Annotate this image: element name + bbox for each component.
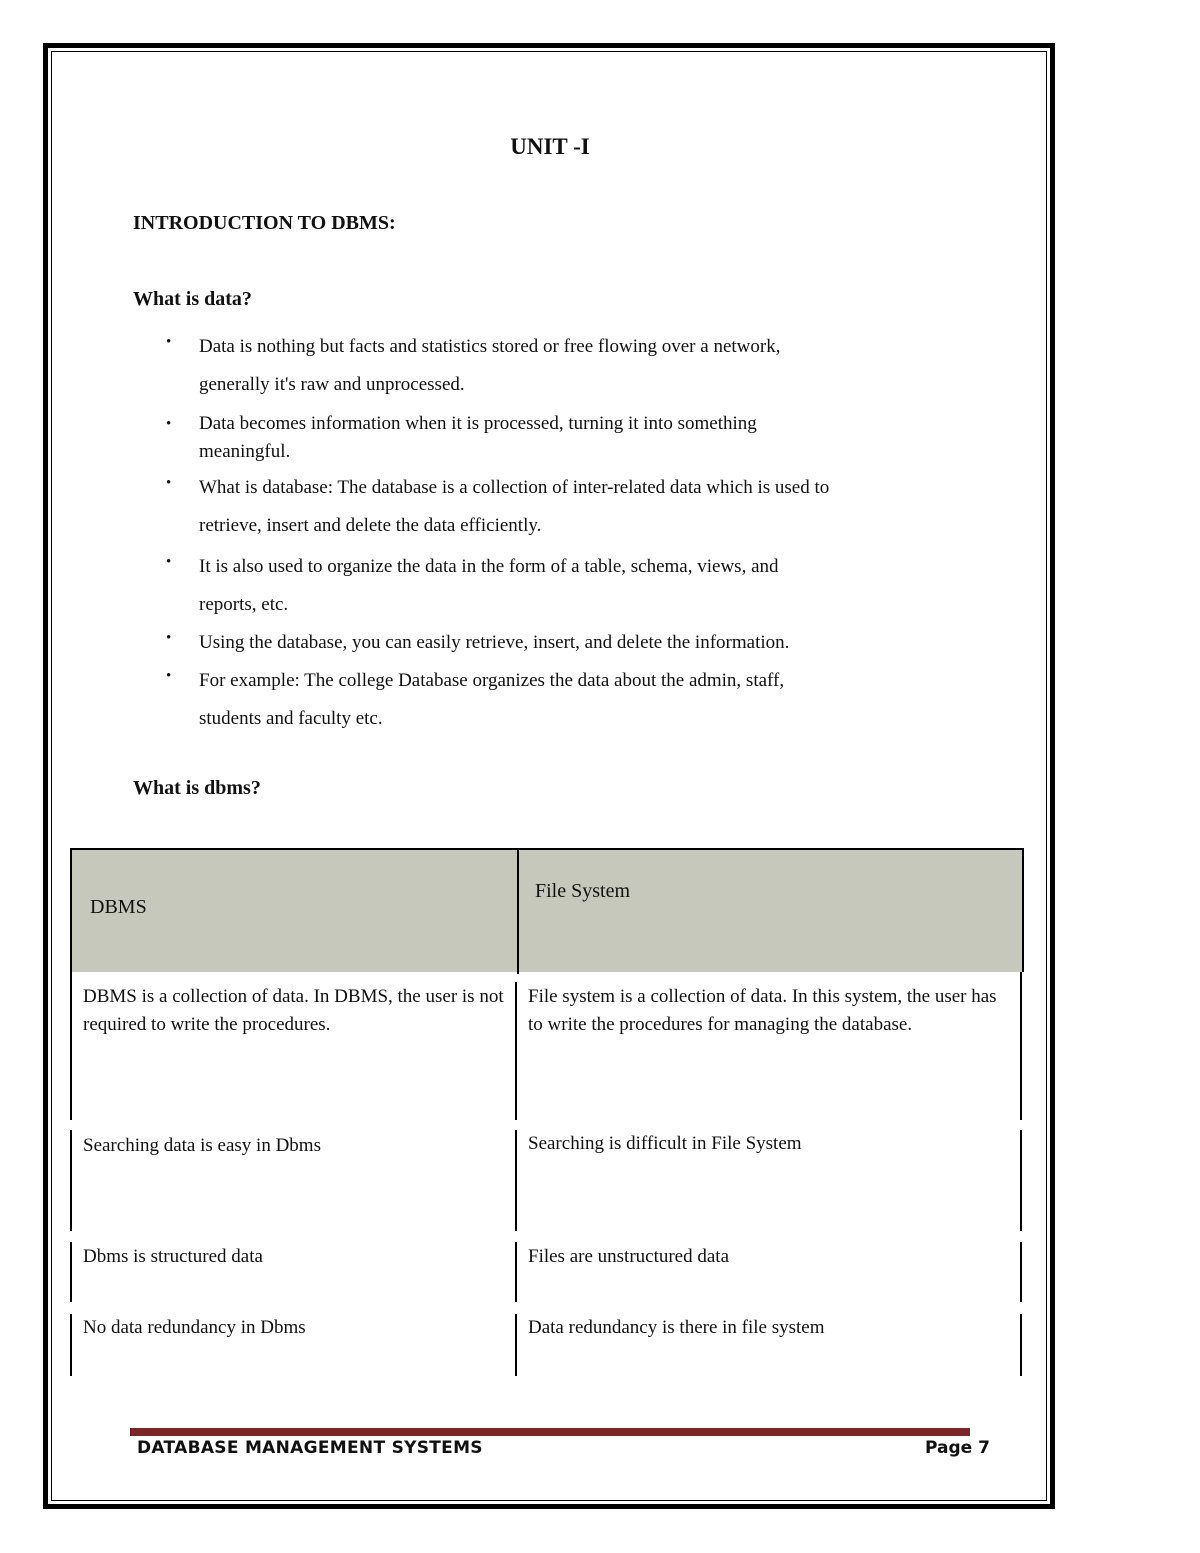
bullet-icon: • bbox=[166, 554, 172, 570]
list-item bbox=[160, 548, 920, 624]
table-border-right bbox=[1020, 1314, 1022, 1376]
table-cell: Searching is difficult in File System bbox=[528, 1133, 802, 1154]
table-cell: Data redundancy is there in file system bbox=[528, 1317, 825, 1338]
table-border-left bbox=[70, 1242, 72, 1302]
column-divider bbox=[517, 850, 519, 974]
bullet-text-line: For example: The college Database organizes the data about the admin, staff, bbox=[199, 670, 785, 691]
page-border-inner bbox=[51, 51, 1047, 1501]
table-cell: DBMS is a collection of data. In DBMS, the user is not required to write the procedures. bbox=[83, 986, 504, 1035]
bullet-icon: • bbox=[166, 475, 172, 491]
data-bullet-list bbox=[160, 328, 920, 738]
bullet-icon: • bbox=[166, 668, 172, 684]
table-cell: Searching data is easy in Dbms bbox=[83, 1135, 321, 1156]
bullet-text-line: students and faculty etc. bbox=[199, 708, 383, 729]
bullet-text-line: reports, etc. bbox=[199, 594, 289, 615]
column-divider bbox=[515, 982, 517, 1120]
bullet-text-line: generally it's raw and unprocessed. bbox=[199, 374, 465, 395]
what-is-data-heading: What is data? bbox=[133, 288, 252, 310]
table-border-left bbox=[70, 1314, 72, 1376]
table-cell: Dbms is structured data bbox=[83, 1246, 263, 1267]
bullet-text-line: Data becomes information when it is processed, turning it into something bbox=[199, 413, 757, 434]
bullet-text-line: retrieve, insert and delete the data efficiently. bbox=[199, 515, 542, 536]
footer-rule bbox=[130, 1428, 970, 1436]
section-heading: INTRODUCTION TO DBMS: bbox=[133, 212, 396, 234]
list-item bbox=[160, 662, 920, 738]
column-divider bbox=[515, 1130, 517, 1231]
column-divider bbox=[515, 1242, 517, 1302]
page-number: Page 7 bbox=[925, 1438, 990, 1458]
list-item bbox=[160, 469, 920, 545]
table-border-left bbox=[70, 972, 72, 1120]
bullet-text-line: Data is nothing but facts and statistics stored or free flowing over a network, bbox=[199, 336, 781, 357]
table-cell: Files are unstructured data bbox=[528, 1246, 730, 1267]
list-item bbox=[160, 328, 920, 404]
bullet-icon: • bbox=[166, 334, 172, 350]
table-border-right bbox=[1020, 972, 1022, 1120]
table-border-right bbox=[1020, 1130, 1022, 1231]
bullet-text-line: meaningful. bbox=[199, 441, 291, 462]
list-item bbox=[160, 624, 920, 662]
column-divider bbox=[515, 1314, 517, 1376]
table-border-left bbox=[70, 1130, 72, 1231]
bullet-icon: • bbox=[166, 416, 172, 432]
bullet-text-line: What is database: The database is a collection of inter-related data which is used to bbox=[199, 477, 830, 498]
bullet-text-line: Using the database, you can easily retrieve, insert, and delete the information. bbox=[199, 632, 790, 653]
table-cell: File system is a collection of data. In this system, the user has to write the procedures for managing the database. bbox=[528, 986, 997, 1035]
table-cell: No data redundancy in Dbms bbox=[83, 1317, 306, 1338]
table-header-row bbox=[70, 848, 1024, 972]
table-header-dbms: DBMS bbox=[90, 896, 147, 918]
unit-title: UNIT -I bbox=[510, 134, 590, 159]
list-item bbox=[160, 410, 920, 466]
bullet-text-line: It is also used to organize the data in the form of a table, schema, views, and bbox=[199, 556, 779, 577]
footer-title: DATABASE MANAGEMENT SYSTEMS bbox=[137, 1438, 483, 1458]
bullet-icon: • bbox=[166, 630, 172, 646]
what-is-dbms-heading: What is dbms? bbox=[133, 777, 261, 799]
table-border-right bbox=[1020, 1242, 1022, 1302]
table-header-file-system: File System bbox=[535, 880, 631, 902]
